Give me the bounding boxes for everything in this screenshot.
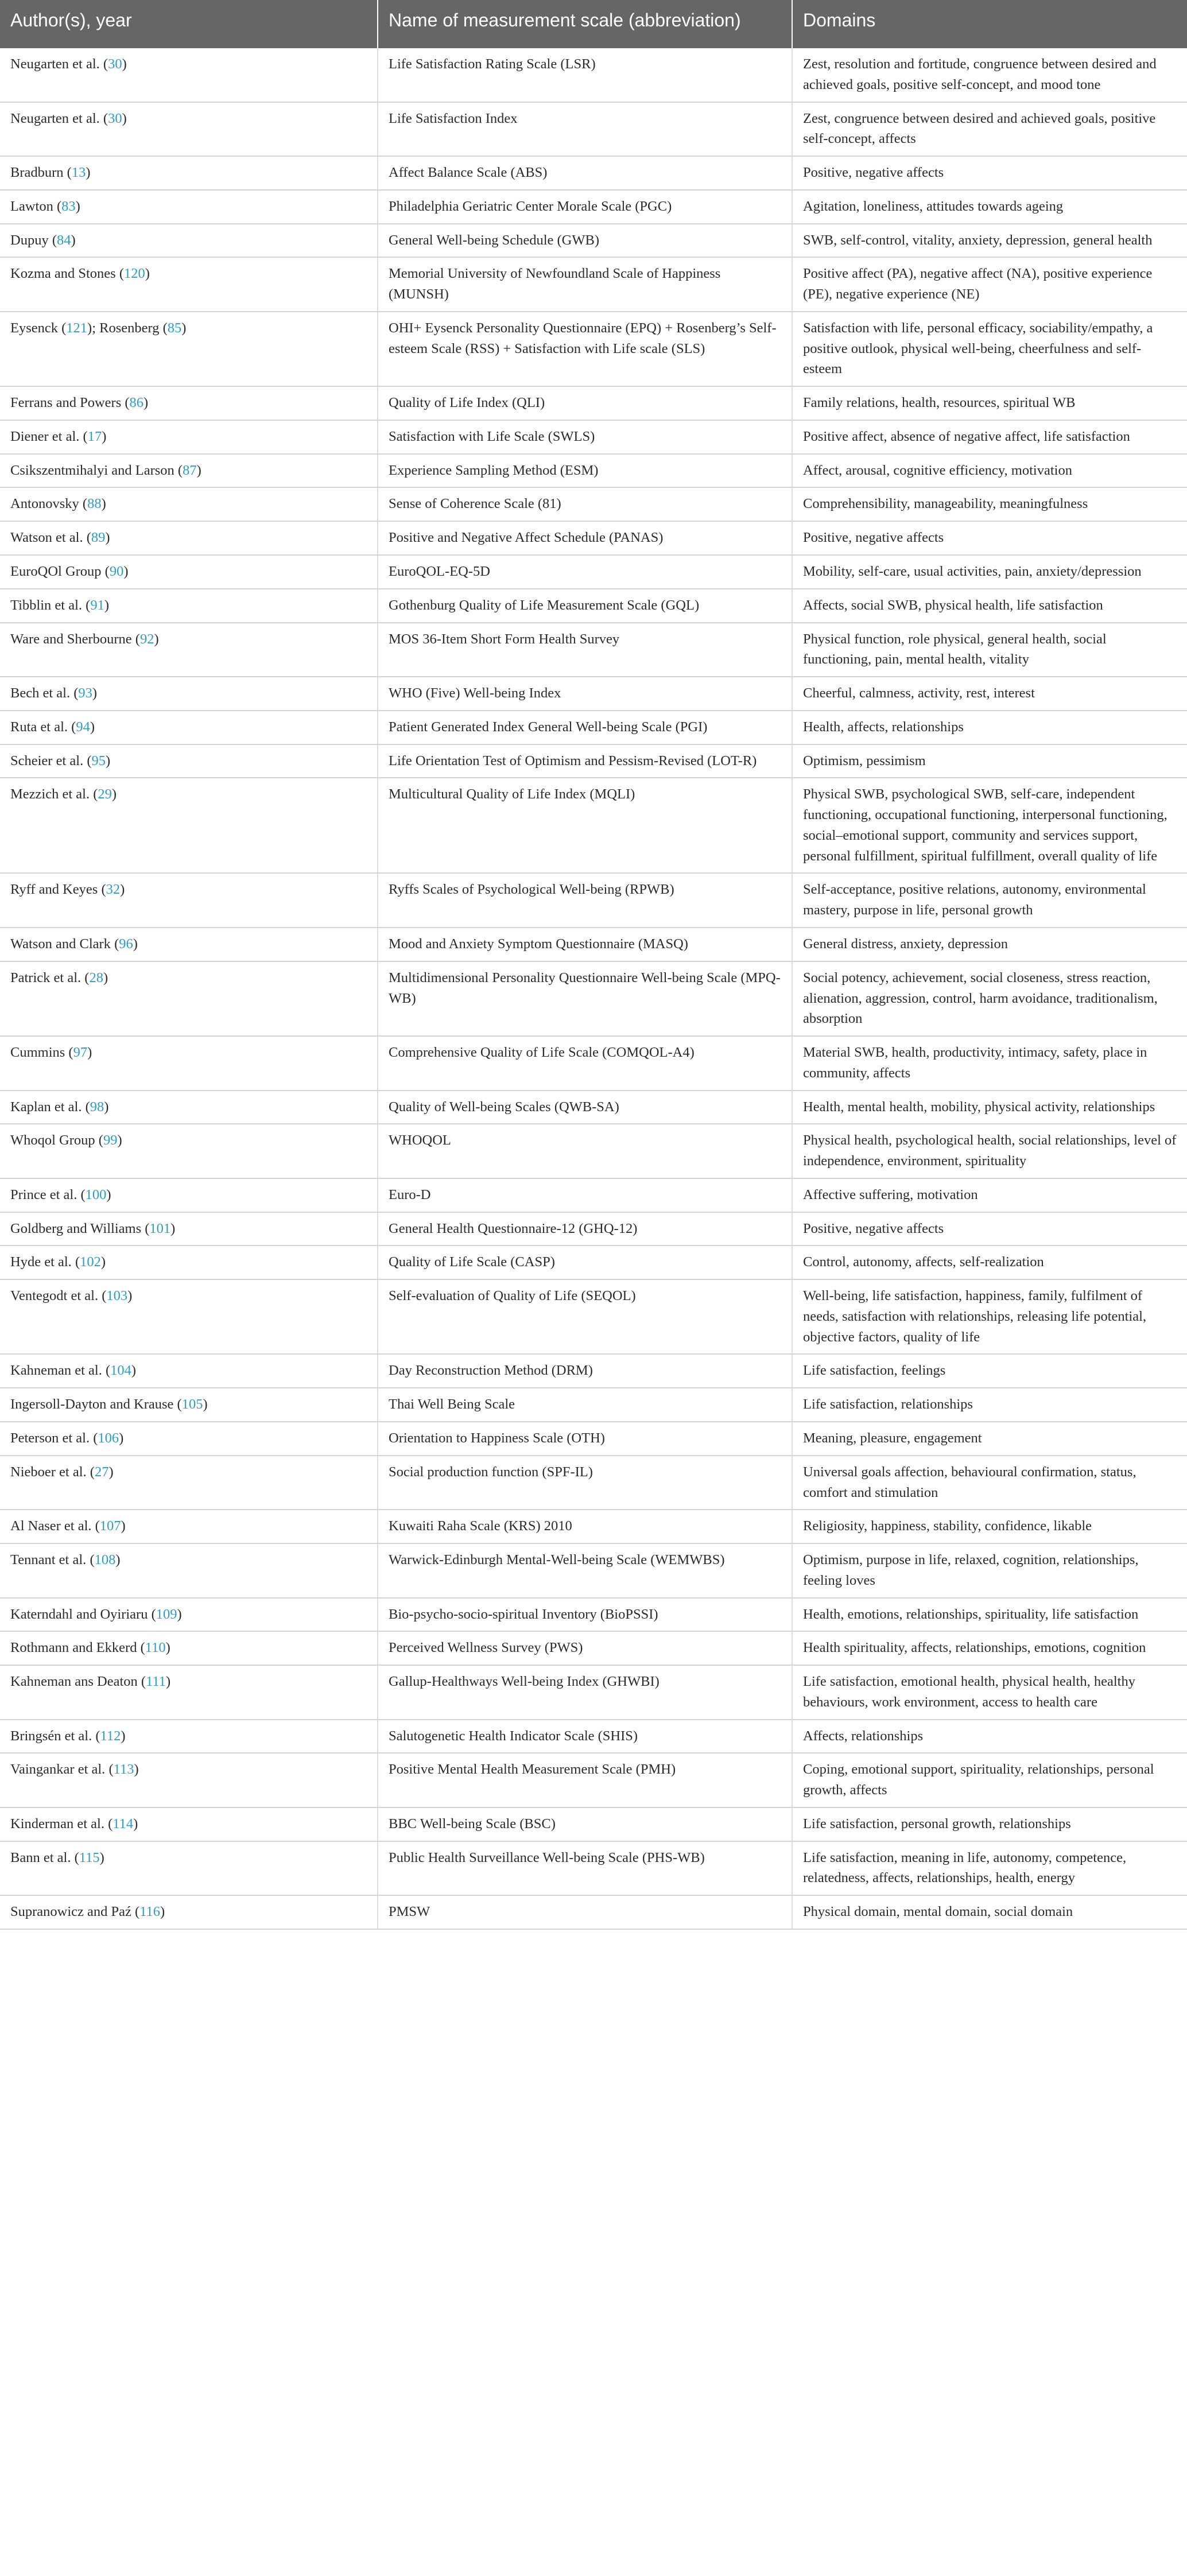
- scale-name-cell: PMSW: [378, 1895, 792, 1929]
- author-year-cell: Kinderman et al. (114): [0, 1807, 378, 1841]
- author-year-cell: Csikszentmihalyi and Larson (87): [0, 454, 378, 488]
- domains-cell: Meaning, pleasure, engagement: [792, 1422, 1187, 1456]
- table-row: [0, 1388, 1187, 1422]
- author-year-cell: Katerndahl and Oyiriaru (109): [0, 1598, 378, 1632]
- reference-link[interactable]: 107: [99, 1518, 121, 1534]
- table-row: [0, 1895, 1187, 1929]
- author-year-cell: EuroQOl Group (90): [0, 555, 378, 589]
- scale-name-cell: Philadelphia Geriatric Center Morale Scale (PGC): [378, 190, 792, 224]
- reference-link[interactable]: 94: [76, 719, 90, 735]
- author-year-cell: Eysenck (121); Rosenberg (85): [0, 312, 378, 386]
- author-year-cell: Ventegodt et al. (103): [0, 1279, 378, 1354]
- author-name: Goldberg and Williams: [10, 1220, 142, 1236]
- table-row: [0, 386, 1187, 420]
- scale-name-cell: Satisfaction with Life Scale (SWLS): [378, 420, 792, 454]
- domains-cell: Social potency, achievement, social closeness, stress reaction, alienation, aggression, control, harm avoidance, traditionalism, absorption: [792, 961, 1187, 1036]
- reference-link[interactable]: 86: [129, 395, 144, 411]
- reference-link[interactable]: 115: [79, 1849, 100, 1865]
- scale-name-cell: Affect Balance Scale (ABS): [378, 156, 792, 190]
- author-name: Supranowicz and Paź: [10, 1904, 131, 1920]
- domains-cell: SWB, self-control, vitality, anxiety, depression, general health: [792, 224, 1187, 258]
- reference-link[interactable]: 103: [106, 1288, 128, 1304]
- author-year-cell: Bech et al. (93): [0, 677, 378, 711]
- domains-cell: Control, autonomy, affects, self-realization: [792, 1246, 1187, 1279]
- reference-link[interactable]: 95: [91, 752, 106, 769]
- table-row: [0, 589, 1187, 623]
- author-name: Bradburn: [10, 165, 64, 181]
- scale-name-cell: Quality of Well-being Scales (QWB-SA): [378, 1091, 792, 1124]
- domains-cell: Agitation, loneliness, attitudes towards ageing: [792, 190, 1187, 224]
- domains-cell: Positive, negative affects: [792, 521, 1187, 555]
- scale-name-cell: Ryffs Scales of Psychological Well-being (RPWB): [378, 873, 792, 928]
- domains-cell: Satisfaction with life, personal efficacy, sociability/empathy, a positive outlook, physical well-being, cheerfulness and self-esteem: [792, 312, 1187, 386]
- author-year-cell: Neugarten et al. (30): [0, 102, 378, 157]
- reference-link[interactable]: 32: [106, 882, 121, 898]
- reference-link[interactable]: 87: [183, 462, 197, 478]
- author-name: Ferrans and Powers: [10, 395, 122, 411]
- domains-cell: Universal goals affection, behavioural confirmation, status, comfort and stimulation: [792, 1456, 1187, 1510]
- scale-name-cell: Perceived Wellness Survey (PWS): [378, 1631, 792, 1665]
- table-row: [0, 1422, 1187, 1456]
- author-name: Cummins: [10, 1045, 65, 1061]
- scale-name-cell: Day Reconstruction Method (DRM): [378, 1354, 792, 1388]
- table-row: [0, 1354, 1187, 1388]
- author-name: Diener et al.: [10, 428, 80, 444]
- reference-link[interactable]: 120: [124, 266, 145, 282]
- domains-cell: Physical function, role physical, general health, social functioning, pain, mental health, vitality: [792, 623, 1187, 677]
- author-name: Dupuy: [10, 232, 49, 248]
- scale-name-cell: WHOQOL: [378, 1124, 792, 1178]
- scale-name-cell: Social production function (SPF-IL): [378, 1456, 792, 1510]
- reference-link[interactable]: 98: [90, 1099, 104, 1115]
- scale-name-cell: Quality of Life Scale (CASP): [378, 1246, 792, 1279]
- table-row: [0, 677, 1187, 711]
- table-row: [0, 1036, 1187, 1091]
- domains-cell: Material SWB, health, productivity, intimacy, safety, place in community, affects: [792, 1036, 1187, 1091]
- reference-link[interactable]: 113: [113, 1762, 134, 1778]
- reference-link[interactable]: 112: [100, 1728, 121, 1744]
- author-name: Patrick et al.: [10, 969, 82, 986]
- author-name: Antonovsky: [10, 496, 79, 512]
- scale-name-cell: Life Orientation Test of Optimism and Pessism-Revised (LOT-R): [378, 744, 792, 778]
- domains-cell: Physical domain, mental domain, social domain: [792, 1895, 1187, 1929]
- author-name: Ventegodt et al.: [10, 1288, 99, 1304]
- domains-cell: Positive affect, absence of negative affect, life satisfaction: [792, 420, 1187, 454]
- scale-name-cell: Multicultural Quality of Life Index (MQLI): [378, 778, 792, 873]
- author-name: Bann et al.: [10, 1849, 71, 1865]
- reference-link[interactable]: 83: [61, 198, 76, 214]
- table-row: [0, 102, 1187, 157]
- author-name: Ware and Sherbourne: [10, 631, 132, 647]
- author-year-cell: Rothmann and Ekkerd (110): [0, 1631, 378, 1665]
- reference-link[interactable]: 99: [103, 1132, 118, 1149]
- reference-link[interactable]: 101: [149, 1220, 171, 1236]
- author-name: Katerndahl and Oyiriaru: [10, 1606, 148, 1622]
- domains-cell: Optimism, pessimism: [792, 744, 1187, 778]
- author-name: Tennant et al.: [10, 1552, 87, 1568]
- author-year-cell: Ruta et al. (94): [0, 711, 378, 744]
- author-name: ; Rosenberg: [92, 320, 160, 336]
- reference-link[interactable]: 105: [181, 1396, 203, 1413]
- table-row: [0, 420, 1187, 454]
- scale-name-cell: Life Satisfaction Index: [378, 102, 792, 157]
- table-header: [0, 0, 1187, 48]
- author-year-cell: Dupuy (84): [0, 224, 378, 258]
- table-row: [0, 1665, 1187, 1720]
- scale-name-cell: Gallup-Healthways Well-being Index (GHWBI): [378, 1665, 792, 1720]
- scale-name-cell: OHI+ Eysenck Personality Questionnaire (EPQ) + Rosenberg’s Self-esteem Scale (RSS) + Satisfaction with Life scale (SLS): [378, 312, 792, 386]
- author-year-cell: Scheier et al. (95): [0, 744, 378, 778]
- author-name: Ryff and Keyes: [10, 882, 98, 898]
- table-row: [0, 1598, 1187, 1632]
- domains-cell: Physical health, psychological health, social relationships, level of independence, environment, spirituality: [792, 1124, 1187, 1178]
- scale-name-cell: Orientation to Happiness Scale (OTH): [378, 1422, 792, 1456]
- reference-link[interactable]: 30: [108, 110, 122, 126]
- reference-link[interactable]: 121: [66, 320, 88, 336]
- author-year-cell: Mezzich et al. (29): [0, 778, 378, 873]
- author-name: Mezzich et al.: [10, 786, 90, 802]
- table-row: [0, 711, 1187, 744]
- domains-cell: General distress, anxiety, depression: [792, 928, 1187, 961]
- reference-link[interactable]: 108: [94, 1552, 116, 1568]
- domains-cell: Family relations, health, resources, spiritual WB: [792, 386, 1187, 420]
- domains-cell: Affect, arousal, cognitive efficiency, motivation: [792, 454, 1187, 488]
- scale-name-cell: Positive Mental Health Measurement Scale (PMH): [378, 1753, 792, 1807]
- scale-name-cell: BBC Well-being Scale (BSC): [378, 1807, 792, 1841]
- table-row: [0, 1631, 1187, 1665]
- author-year-cell: Prince et al. (100): [0, 1178, 378, 1212]
- scale-name-cell: Gothenburg Quality of Life Measurement Scale (GQL): [378, 589, 792, 623]
- author-name: Kaplan et al.: [10, 1099, 82, 1115]
- author-name: Ruta et al.: [10, 719, 68, 735]
- author-year-cell: Lawton (83): [0, 190, 378, 224]
- domains-cell: Optimism, purpose in life, relaxed, cognition, relationships, feeling loves: [792, 1543, 1187, 1598]
- scale-name-cell: Positive and Negative Affect Schedule (PANAS): [378, 521, 792, 555]
- author-year-cell: Antonovsky (88): [0, 487, 378, 521]
- scale-name-cell: General Well-being Schedule (GWB): [378, 224, 792, 258]
- header-author-year: Author(s), year: [0, 0, 378, 48]
- author-name: Whoqol Group: [10, 1132, 95, 1149]
- reference-link[interactable]: 89: [91, 530, 106, 546]
- author-name: Kinderman et al.: [10, 1815, 104, 1832]
- author-name: Eysenck: [10, 320, 58, 336]
- table-row: [0, 1807, 1187, 1841]
- scale-name-cell: Mood and Anxiety Symptom Questionnaire (MASQ): [378, 928, 792, 961]
- author-year-cell: Tibblin et al. (91): [0, 589, 378, 623]
- scale-name-cell: Comprehensive Quality of Life Scale (COMQOL-A4): [378, 1036, 792, 1091]
- reference-link[interactable]: 104: [110, 1363, 131, 1379]
- table-row: [0, 156, 1187, 190]
- author-year-cell: Tennant et al. (108): [0, 1543, 378, 1598]
- domains-cell: Positive affect (PA), negative affect (NA), positive experience (PE), negative experience (NE): [792, 257, 1187, 312]
- table-row: [0, 521, 1187, 555]
- domains-cell: Health spirituality, affects, relationships, emotions, cognition: [792, 1631, 1187, 1665]
- table-row: [0, 873, 1187, 928]
- author-name: Csikszentmihalyi and Larson: [10, 462, 174, 478]
- table-row: [0, 454, 1187, 488]
- scale-name-cell: Self-evaluation of Quality of Life (SEQOL): [378, 1279, 792, 1354]
- author-year-cell: Ryff and Keyes (32): [0, 873, 378, 928]
- scale-name-cell: Memorial University of Newfoundland Scale of Happiness (MUNSH): [378, 257, 792, 312]
- author-name: EuroQOl Group: [10, 564, 102, 580]
- author-name: Hyde et al.: [10, 1254, 72, 1270]
- author-year-cell: Hyde et al. (102): [0, 1246, 378, 1279]
- reference-link[interactable]: 109: [156, 1606, 177, 1622]
- domains-cell: Positive, negative affects: [792, 156, 1187, 190]
- table-row: [0, 555, 1187, 589]
- author-name: Kahneman et al.: [10, 1363, 102, 1379]
- author-year-cell: Kahneman et al. (104): [0, 1354, 378, 1388]
- domains-cell: Health, mental health, mobility, physical activity, relationships: [792, 1091, 1187, 1124]
- domains-cell: Health, affects, relationships: [792, 711, 1187, 744]
- author-name: Watson and Clark: [10, 936, 111, 952]
- author-name: Kahneman ans Deaton: [10, 1674, 138, 1690]
- reference-link[interactable]: 28: [89, 969, 103, 986]
- table-row: [0, 744, 1187, 778]
- domains-cell: Zest, resolution and fortitude, congruence between desired and achieved goals, positive self-concept, and mood tone: [792, 48, 1187, 102]
- author-year-cell: Kahneman ans Deaton (111): [0, 1665, 378, 1720]
- scale-name-cell: Euro-D: [378, 1178, 792, 1212]
- author-year-cell: Bradburn (13): [0, 156, 378, 190]
- table-row: [0, 778, 1187, 873]
- author-year-cell: Kaplan et al. (98): [0, 1091, 378, 1124]
- domains-cell: Life satisfaction, emotional health, physical health, healthy behaviours, work environment, access to health care: [792, 1665, 1187, 1720]
- author-name: Scheier et al.: [10, 752, 84, 769]
- domains-cell: Comprehensibility, manageability, meaningfulness: [792, 487, 1187, 521]
- author-year-cell: Ingersoll-Dayton and Krause (105): [0, 1388, 378, 1422]
- reference-link[interactable]: 85: [167, 320, 182, 336]
- scale-name-cell: WHO (Five) Well-being Index: [378, 677, 792, 711]
- table-row: [0, 190, 1187, 224]
- reference-link[interactable]: 106: [98, 1430, 119, 1446]
- author-name: Neugarten et al.: [10, 110, 100, 126]
- table-row: [0, 1091, 1187, 1124]
- domains-cell: Religiosity, happiness, stability, confidence, likable: [792, 1510, 1187, 1543]
- reference-link[interactable]: 97: [73, 1045, 88, 1061]
- author-year-cell: Ware and Sherbourne (92): [0, 623, 378, 677]
- domains-cell: Life satisfaction, relationships: [792, 1388, 1187, 1422]
- scale-name-cell: Public Health Surveillance Well-being Scale (PHS-WB): [378, 1841, 792, 1896]
- domains-cell: Affective suffering, motivation: [792, 1178, 1187, 1212]
- author-year-cell: Bringsén et al. (112): [0, 1720, 378, 1753]
- author-name: Tibblin et al.: [10, 597, 83, 613]
- author-name: Rothmann and Ekkerd: [10, 1640, 137, 1656]
- author-name: Lawton: [10, 198, 53, 214]
- table-row: [0, 487, 1187, 521]
- scale-name-cell: Salutogenetic Health Indicator Scale (SHIS): [378, 1720, 792, 1753]
- reference-link[interactable]: 111: [146, 1674, 166, 1690]
- author-year-cell: Supranowicz and Paź (116): [0, 1895, 378, 1929]
- scale-name-cell: MOS 36-Item Short Form Health Survey: [378, 623, 792, 677]
- domains-cell: Life satisfaction, meaning in life, autonomy, competence, relatedness, affects, relationships, health, energy: [792, 1841, 1187, 1896]
- author-year-cell: Goldberg and Williams (101): [0, 1212, 378, 1246]
- header-row: [0, 0, 1187, 48]
- table-row: [0, 1178, 1187, 1212]
- domains-cell: Positive, negative affects: [792, 1212, 1187, 1246]
- table-row: [0, 1720, 1187, 1753]
- author-year-cell: Kozma and Stones (120): [0, 257, 378, 312]
- domains-cell: Coping, emotional support, spirituality, relationships, personal growth, affects: [792, 1753, 1187, 1807]
- reference-link[interactable]: 92: [139, 631, 154, 647]
- domains-cell: Life satisfaction, feelings: [792, 1354, 1187, 1388]
- reference-link[interactable]: 102: [80, 1254, 101, 1270]
- domains-cell: Cheerful, calmness, activity, rest, interest: [792, 677, 1187, 711]
- table-row: [0, 1543, 1187, 1598]
- author-name: Vaingankar et al.: [10, 1762, 106, 1778]
- scale-name-cell: EuroQOL-EQ-5D: [378, 555, 792, 589]
- author-year-cell: Bann et al. (115): [0, 1841, 378, 1896]
- table-row: [0, 257, 1187, 312]
- scale-name-cell: Life Satisfaction Rating Scale (LSR): [378, 48, 792, 102]
- author-year-cell: Diener et al. (17): [0, 420, 378, 454]
- author-name: Watson et al.: [10, 530, 83, 546]
- author-year-cell: Al Naser et al. (107): [0, 1510, 378, 1543]
- author-name: Kozma and Stones: [10, 266, 116, 282]
- domains-cell: Physical SWB, psychological SWB, self-care, independent functioning, occupational functioning, interpersonal functioning, social–emotional support, community and services support, personal fulfillment, spiritual fulfillment, overall quality of life: [792, 778, 1187, 873]
- author-year-cell: Peterson et al. (106): [0, 1422, 378, 1456]
- scale-name-cell: Experience Sampling Method (ESM): [378, 454, 792, 488]
- reference-link[interactable]: 110: [145, 1640, 166, 1656]
- author-name: Peterson et al.: [10, 1430, 90, 1446]
- author-name: Bringsén et al.: [10, 1728, 92, 1744]
- scale-name-cell: Warwick-Edinburgh Mental-Well-being Scale (WEMWBS): [378, 1543, 792, 1598]
- domains-cell: Well-being, life satisfaction, happiness, family, fulfilment of needs, satisfaction with relationships, releasing life potential, objective factors, quality of life: [792, 1279, 1187, 1354]
- table-body: [0, 48, 1187, 1929]
- reference-link[interactable]: 84: [57, 232, 71, 248]
- table-row: [0, 1279, 1187, 1354]
- author-year-cell: Watson et al. (89): [0, 521, 378, 555]
- author-name: Neugarten et al.: [10, 56, 100, 72]
- header-scale-name: Name of measurement scale (abbreviation): [378, 0, 792, 48]
- scale-name-cell: Thai Well Being Scale: [378, 1388, 792, 1422]
- table-row: [0, 1510, 1187, 1543]
- author-year-cell: Cummins (97): [0, 1036, 378, 1091]
- table-row: [0, 224, 1187, 258]
- table-row: [0, 928, 1187, 961]
- reference-link[interactable]: 100: [85, 1186, 107, 1202]
- reference-link[interactable]: 114: [113, 1815, 134, 1832]
- header-domains: Domains: [792, 0, 1187, 48]
- domains-cell: Mobility, self-care, usual activities, pain, anxiety/depression: [792, 555, 1187, 589]
- table-row: [0, 623, 1187, 677]
- reference-link[interactable]: 30: [108, 56, 122, 72]
- table-row: [0, 48, 1187, 102]
- reference-link[interactable]: 90: [109, 564, 124, 580]
- reference-link[interactable]: 93: [78, 685, 92, 701]
- author-name: Ingersoll-Dayton and Krause: [10, 1396, 174, 1413]
- reference-link[interactable]: 27: [94, 1464, 109, 1480]
- table-row: [0, 1212, 1187, 1246]
- scale-name-cell: Quality of Life Index (QLI): [378, 386, 792, 420]
- reference-link[interactable]: 29: [98, 786, 112, 802]
- reference-link[interactable]: 96: [119, 936, 133, 952]
- scale-name-cell: Multidimensional Personality Questionnaire Well-being Scale (MPQ-WB): [378, 961, 792, 1036]
- scale-name-cell: Bio-psycho-socio-spiritual Inventory (BioPSSI): [378, 1598, 792, 1632]
- table-row: [0, 1841, 1187, 1896]
- reference-link[interactable]: 91: [90, 597, 104, 613]
- domains-cell: Affects, social SWB, physical health, life satisfaction: [792, 589, 1187, 623]
- author-year-cell: Watson and Clark (96): [0, 928, 378, 961]
- domains-cell: Health, emotions, relationships, spirituality, life satisfaction: [792, 1598, 1187, 1632]
- scale-name-cell: Patient Generated Index General Well-being Scale (PGI): [378, 711, 792, 744]
- scale-name-cell: Sense of Coherence Scale (81): [378, 487, 792, 521]
- domains-cell: Affects, relationships: [792, 1720, 1187, 1753]
- table-row: [0, 1246, 1187, 1279]
- author-year-cell: Neugarten et al. (30): [0, 48, 378, 102]
- reference-link[interactable]: 17: [87, 428, 102, 444]
- scale-name-cell: General Health Questionnaire-12 (GHQ-12): [378, 1212, 792, 1246]
- author-year-cell: Vaingankar et al. (113): [0, 1753, 378, 1807]
- reference-link[interactable]: 116: [139, 1904, 161, 1920]
- author-name: Bech et al.: [10, 685, 71, 701]
- table-row: [0, 1124, 1187, 1178]
- table-row: [0, 312, 1187, 386]
- author-name: Al Naser et al.: [10, 1518, 92, 1534]
- scale-name-cell: Kuwaiti Raha Scale (KRS) 2010: [378, 1510, 792, 1543]
- table-row: [0, 1456, 1187, 1510]
- author-name: Nieboer et al.: [10, 1464, 87, 1480]
- author-year-cell: Patrick et al. (28): [0, 961, 378, 1036]
- table-row: [0, 961, 1187, 1036]
- reference-link[interactable]: 88: [87, 496, 102, 512]
- author-year-cell: Ferrans and Powers (86): [0, 386, 378, 420]
- author-name: Prince et al.: [10, 1186, 77, 1202]
- domains-cell: Life satisfaction, personal growth, relationships: [792, 1807, 1187, 1841]
- domains-cell: Self-acceptance, positive relations, autonomy, environmental mastery, purpose in life, personal growth: [792, 873, 1187, 928]
- domains-cell: Zest, congruence between desired and achieved goals, positive self-concept, affects: [792, 102, 1187, 157]
- reference-link[interactable]: 13: [71, 165, 86, 181]
- author-year-cell: Whoqol Group (99): [0, 1124, 378, 1178]
- author-year-cell: Nieboer et al. (27): [0, 1456, 378, 1510]
- table-row: [0, 1753, 1187, 1807]
